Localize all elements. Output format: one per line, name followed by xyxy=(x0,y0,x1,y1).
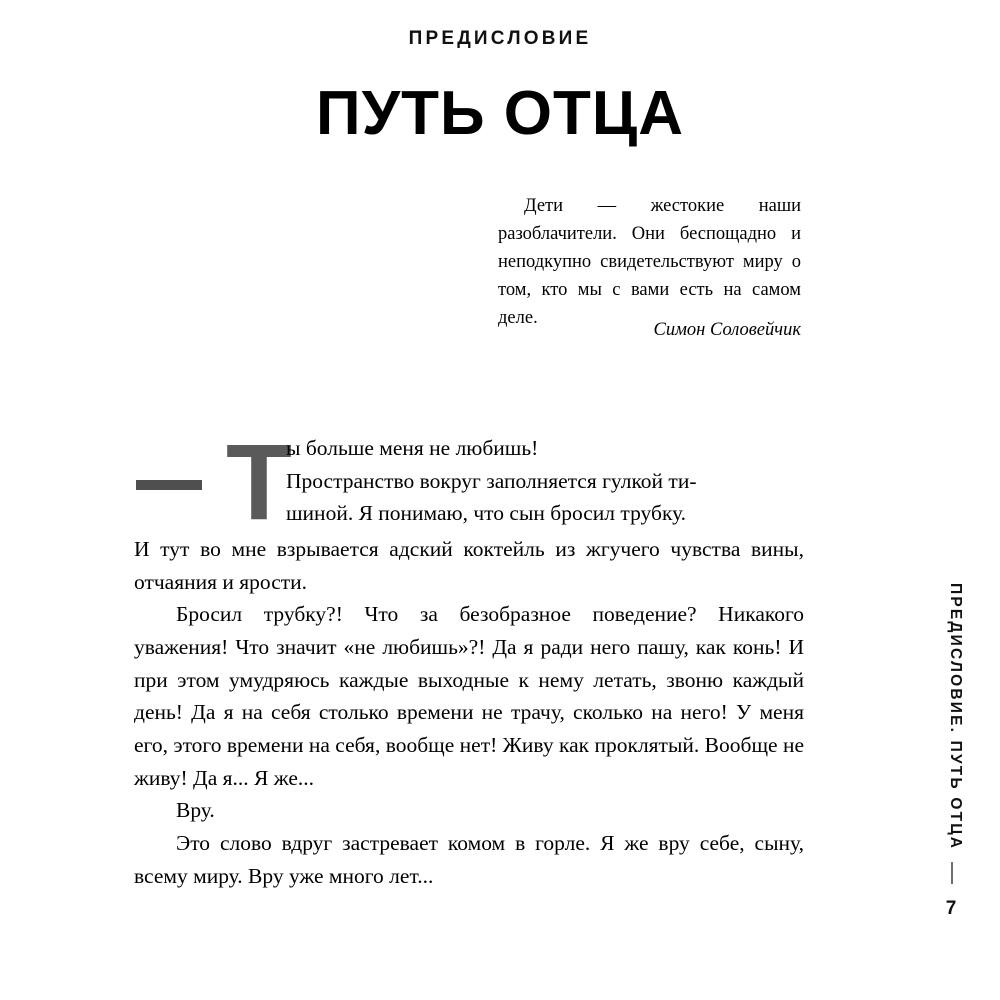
page-number: 7 xyxy=(945,898,957,919)
running-head-rule xyxy=(951,862,953,884)
epigraph-author: Симон Соловейчик xyxy=(653,320,801,340)
opening-line: ы больше меня не любишь! xyxy=(286,436,539,460)
opening-line: Пространство вокруг заполняется гулкой ти- xyxy=(286,468,697,493)
dropcap-block xyxy=(134,421,804,542)
paragraph: И тут во мне взрывается адский коктейль из жгучего чувства вины, отчаяния и ярости. xyxy=(134,537,804,594)
section-eyebrow: ПРЕДИСЛОВИЕ xyxy=(408,28,592,49)
drop-cap-letter: Т xyxy=(226,421,292,542)
body-text xyxy=(134,533,804,892)
paragraph: Бросил трубку?! Что за безобразное поведение? Никакого уважения! Что значит «не любишь»?! Да я ради него пашу, как конь! И при этом умудряюсь каждые выходные к нему летать, звоню каждый день! Да я на себя столько времени не трачу, сколько на него! У меня его, этого времени на себя, вообще нет! Живу как проклятый. Вообще не живу! Да я... Я же... xyxy=(134,602,804,790)
em-dash-mark xyxy=(136,480,202,490)
epigraph-text: Дети — жестокие наши разоблачители. Они беспощадно и неподкупно свидетельствуют миру о том, кто мы с вами есть на самом деле. xyxy=(498,196,801,329)
page-title: ПУТЬ ОТЦА xyxy=(316,79,684,148)
paragraph: Это слово вдруг застревает комом в горле. Я же вру себе, сыну, всему миру. Вру уже много лет... xyxy=(134,831,804,888)
paragraph: Вру. xyxy=(176,798,215,823)
opening-line: шиной. Я понимаю, что сын бросил трубку. xyxy=(286,501,687,526)
running-head: ПРЕДИСЛОВИЕ. ПУТЬ ОТЦА xyxy=(947,582,964,850)
opening-lines xyxy=(134,421,804,542)
